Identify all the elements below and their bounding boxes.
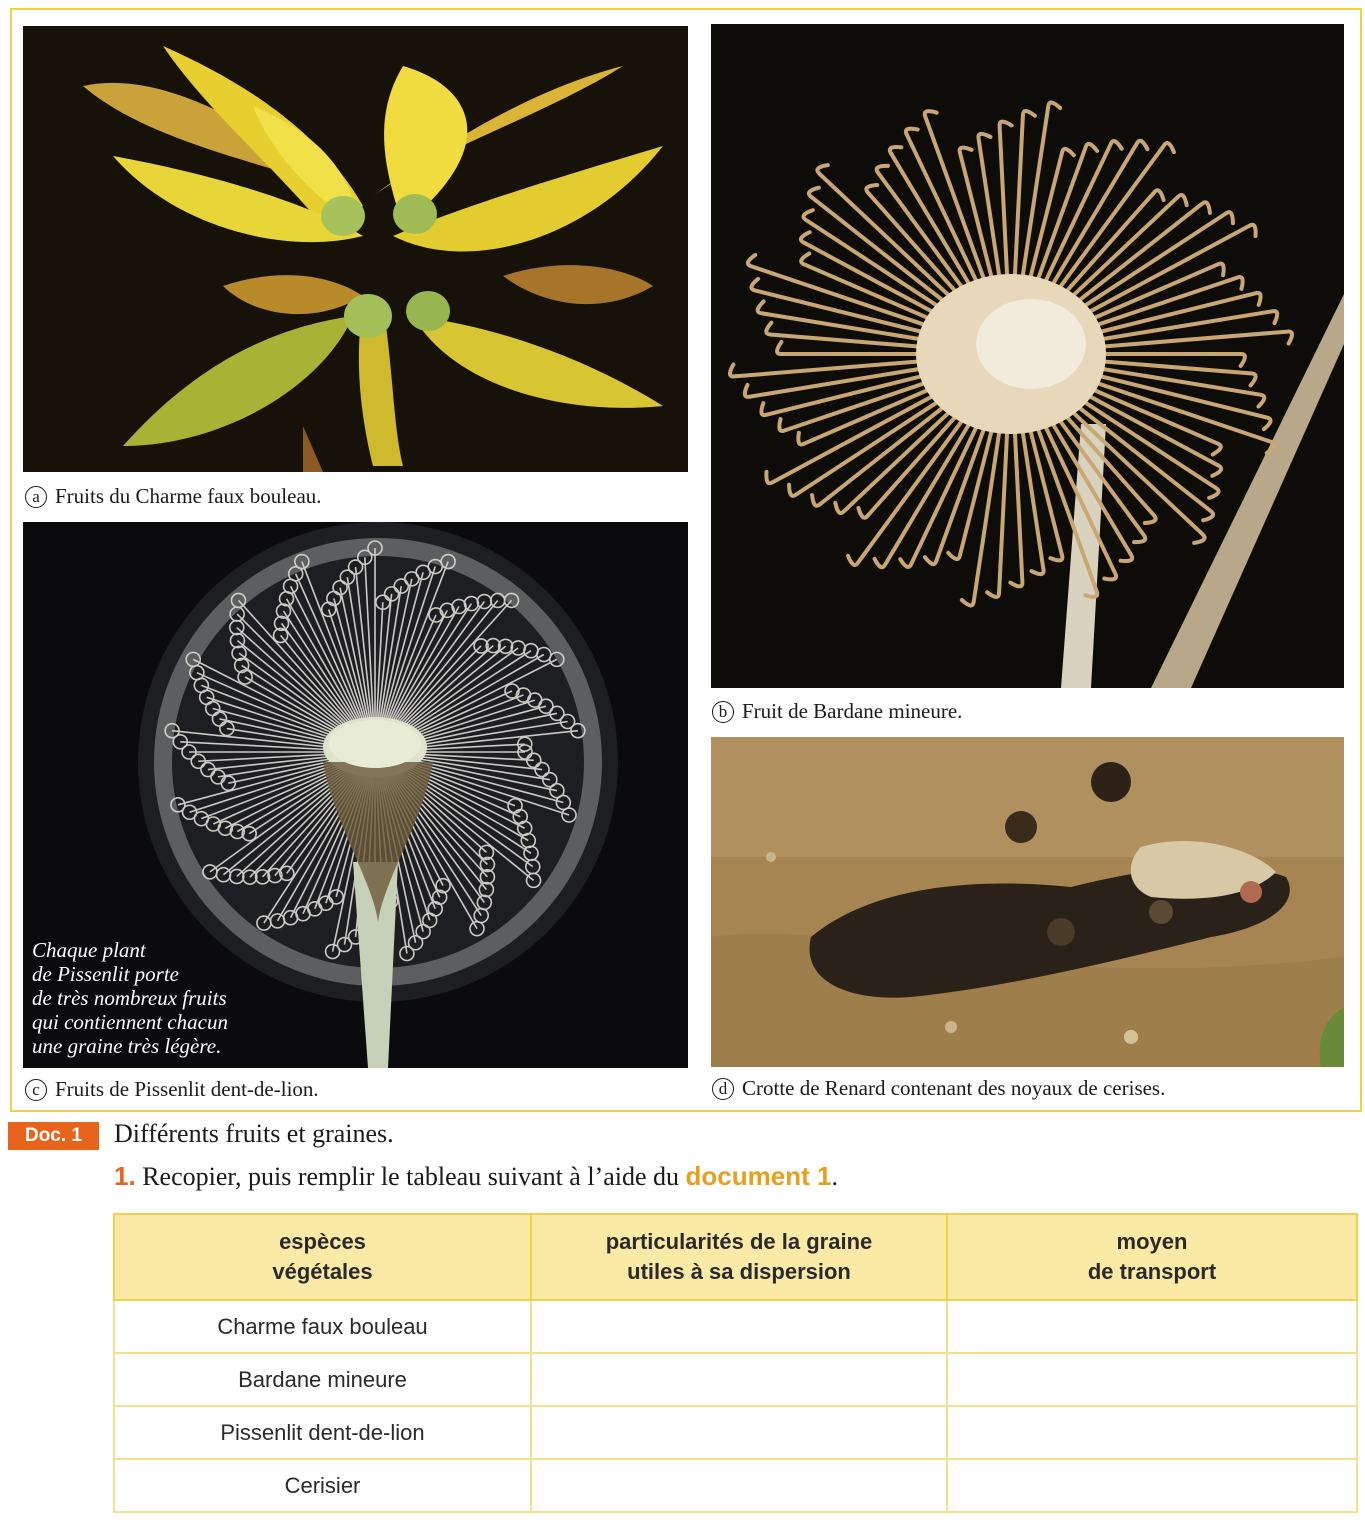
header-transport: moyen de transport	[947, 1214, 1357, 1300]
cell-species: Pissenlit dent-de-lion	[114, 1406, 531, 1459]
header-species: espèces végétales	[114, 1214, 531, 1300]
photo-bardane	[711, 24, 1344, 688]
cell-transport	[947, 1459, 1357, 1512]
question-end: .	[831, 1162, 838, 1191]
cell-features	[531, 1459, 947, 1512]
letter-a-badge: a	[25, 486, 47, 508]
doc-title: Différents fruits et graines.	[114, 1119, 394, 1148]
letter-d-badge: d	[712, 1078, 734, 1100]
cell-species: Charme faux bouleau	[114, 1300, 531, 1353]
dispersion-table	[113, 1213, 1358, 1513]
caption-c	[25, 1077, 319, 1102]
caption-d	[712, 1076, 1165, 1101]
caption-a-text: Fruits du Charme faux bouleau.	[55, 484, 322, 508]
question-1	[114, 1161, 838, 1192]
cell-species: Cerisier	[114, 1459, 531, 1512]
cell-transport	[947, 1353, 1357, 1406]
question-number: 1.	[114, 1161, 136, 1191]
table-header-row	[114, 1214, 1357, 1300]
photo-crotte-renard	[711, 737, 1344, 1067]
cell-features	[531, 1406, 947, 1459]
table-row	[114, 1459, 1357, 1512]
cell-transport	[947, 1300, 1357, 1353]
caption-c-text: Fruits de Pissenlit dent-de-lion.	[55, 1077, 319, 1101]
caption-d-text: Crotte de Renard contenant des noyaux de cerises.	[742, 1076, 1166, 1100]
cell-species: Bardane mineure	[114, 1353, 531, 1406]
letter-c-badge: c	[25, 1079, 47, 1101]
cell-features	[531, 1300, 947, 1353]
cell-features	[531, 1353, 947, 1406]
photo-charme	[23, 26, 688, 472]
caption-a	[25, 484, 322, 509]
table-row	[114, 1353, 1357, 1406]
dandelion-overlay-text: Chaque plant de Pissenlit porte de très nombreux fruits qui contiennent chacun une graine très légère.	[32, 938, 228, 1058]
question-text: Recopier, puis remplir le tableau suivant à l’aide du	[135, 1162, 686, 1191]
caption-b-text: Fruit de Bardane mineure.	[742, 699, 963, 723]
document-reference: document 1	[685, 1161, 832, 1191]
cell-transport	[947, 1406, 1357, 1459]
header-features: particularités de la graine utiles à sa dispersion	[531, 1214, 947, 1300]
caption-b	[712, 699, 962, 724]
table-row	[114, 1300, 1357, 1353]
doc-tag: Doc. 1	[8, 1122, 99, 1150]
table-row	[114, 1406, 1357, 1459]
letter-b-badge: b	[712, 701, 734, 723]
